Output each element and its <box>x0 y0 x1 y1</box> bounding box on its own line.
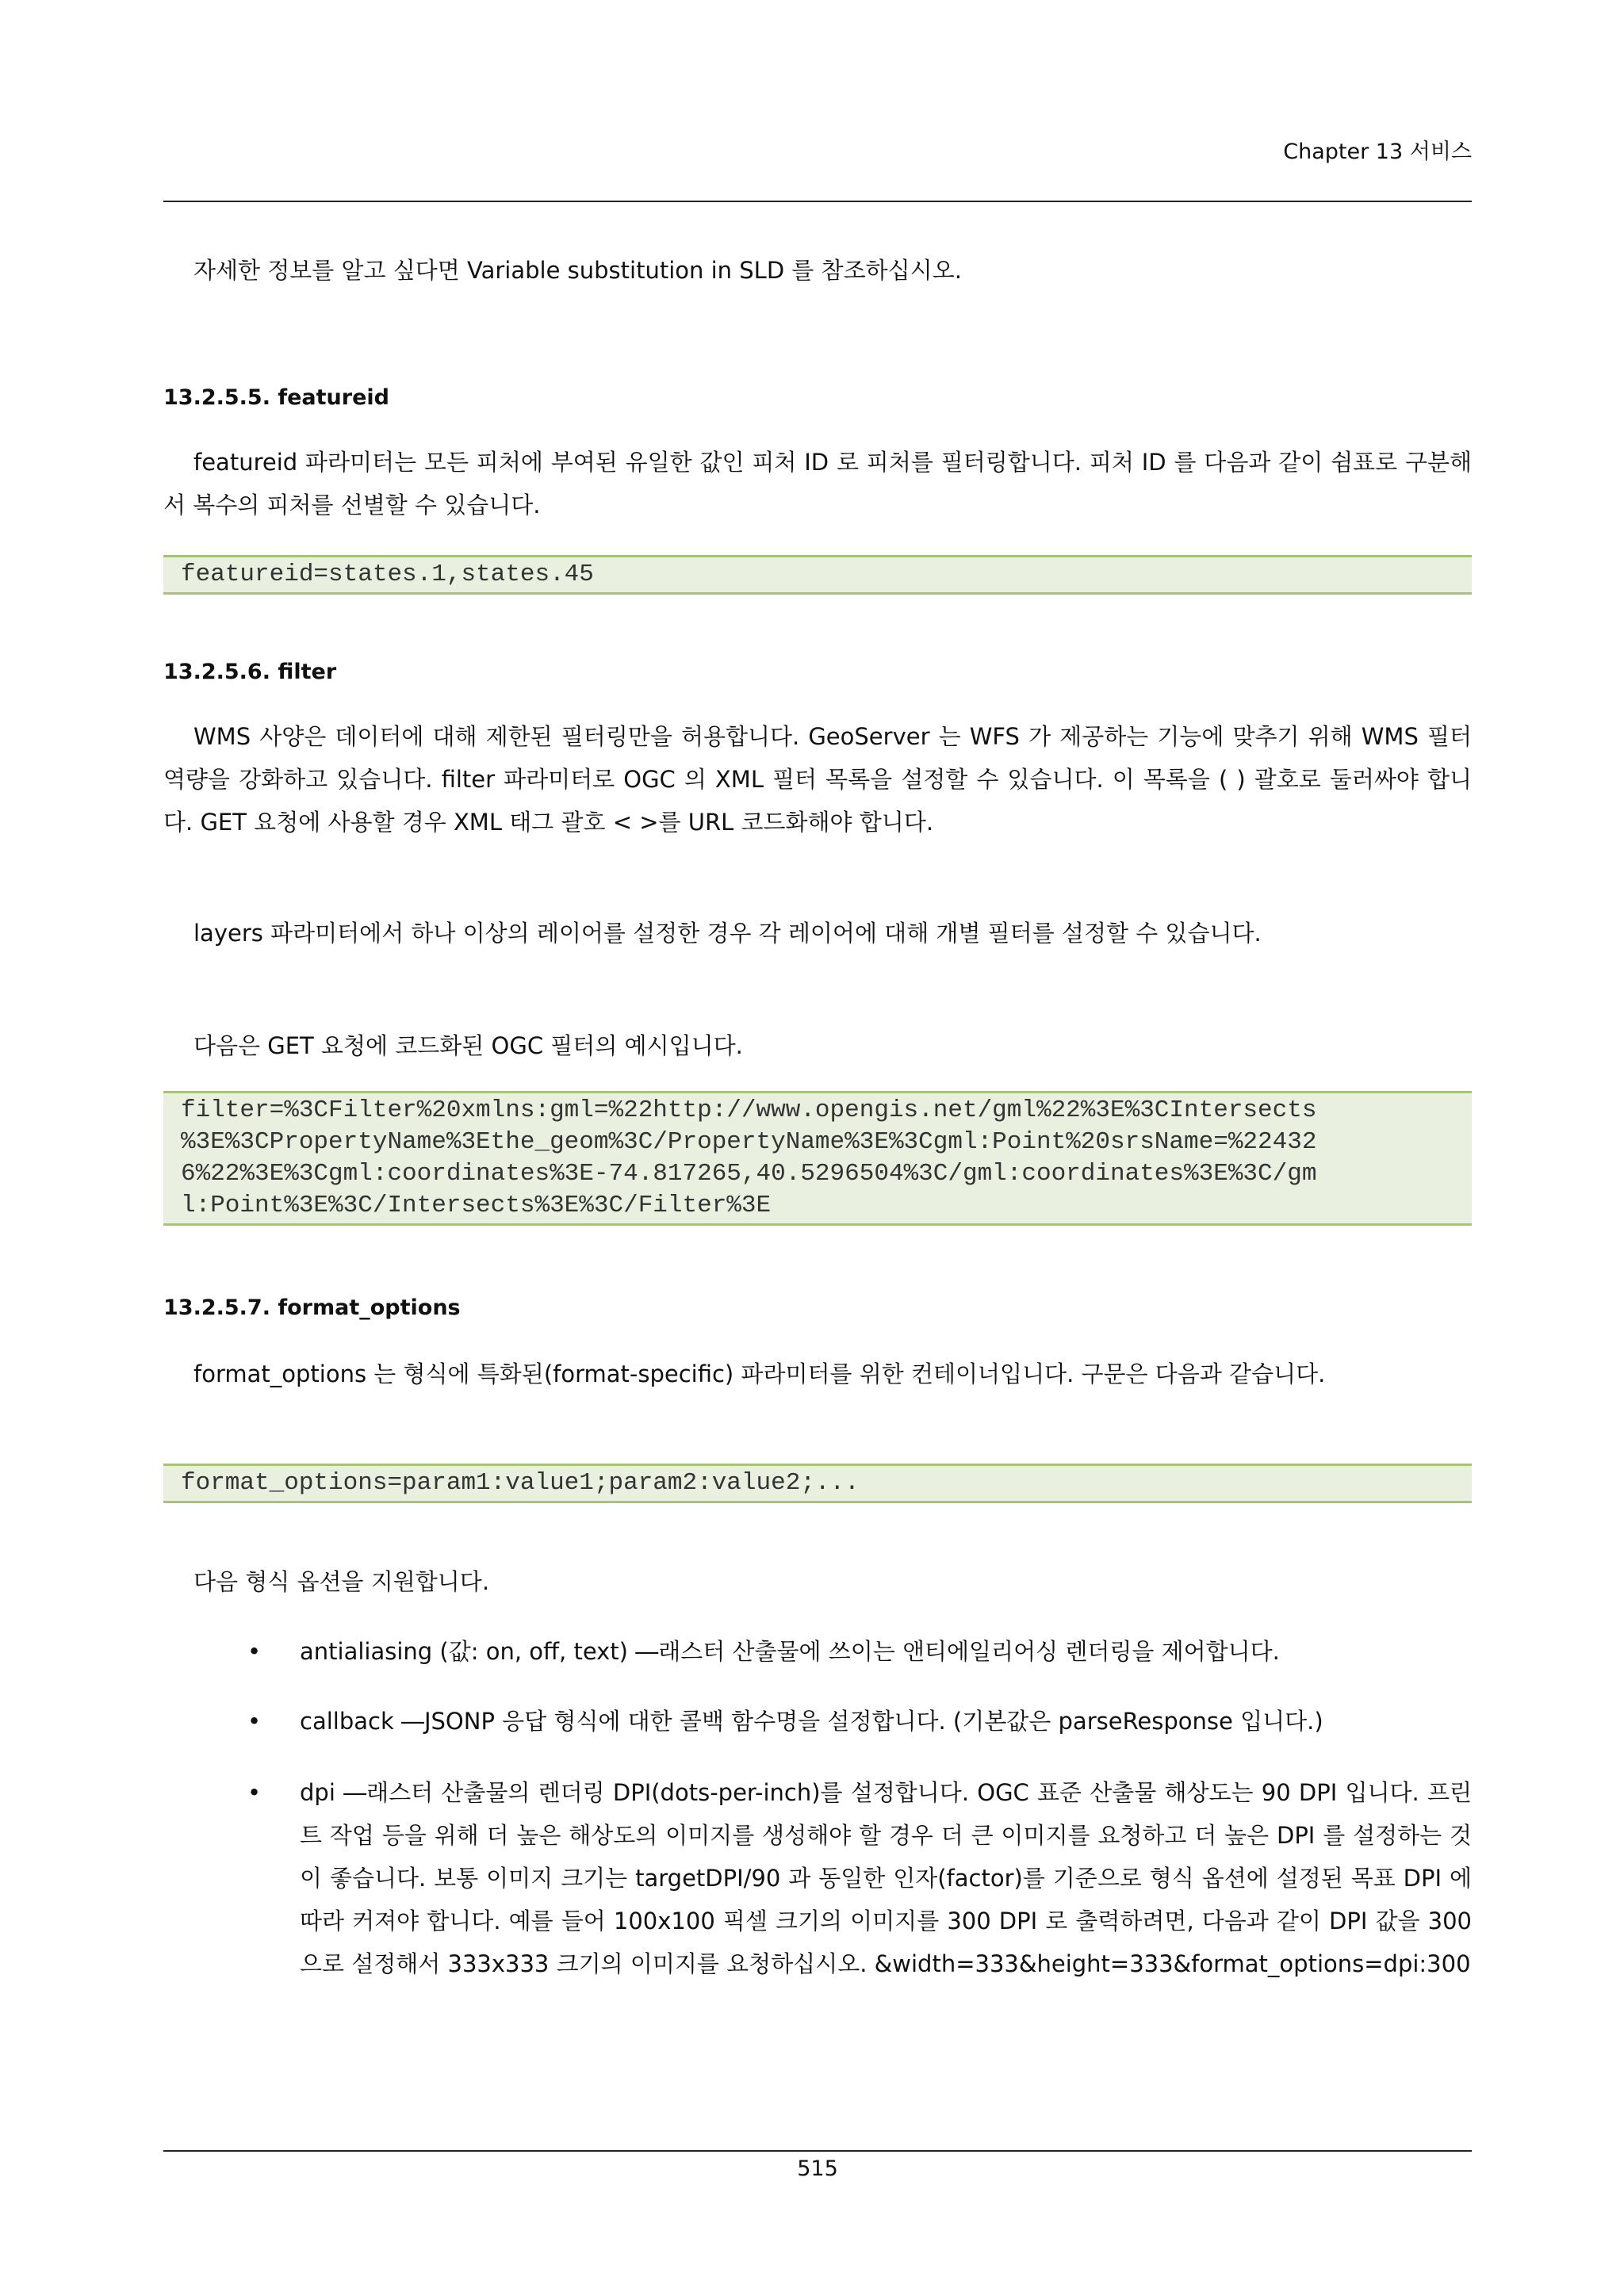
format-options-paragraph-2: 다음 형식 옵션을 지원합니다. <box>193 1568 490 1595</box>
document-page <box>163 0 1472 2296</box>
bullet-icon: • <box>247 1638 262 1665</box>
intro-paragraph: 자세한 정보를 알고 싶다면 Variable substitution in SLD 를 참조하십시오. <box>193 257 962 284</box>
list-item <box>247 1700 1472 1743</box>
list-item-text: dpi ―래스터 산출물의 렌더링 DPI(dots-per-inch)를 설정합니다. OGC 표준 산출물 해상도는 90 DPI 입니다. 프린트 작업 등을 위해 더 높은 해상도의 이미지를 생성해야 할 경우 더 큰 이미지를 요청하고 더 높은 DPI 를 설정하는 것이 좋습니다. 보통 이미지 크기는 targetDPI/90 과 동일한 인자(factor)를 기준으로 형식 옵션에 설정된 목표 DPI 에 따라 커져야 합니다. 예를 들어 100x100 픽셀 크기의 이미지를 300 DPI 로 출력하려면, 다음과 같이 DPI 값을 300 으로 설정해서 333x333 크기의 이미지를 요청하십시오. &width=333&height=333&format_options=dpi:300 <box>300 1779 1472 1977</box>
page-number: 515 <box>797 2156 838 2181</box>
format-options-paragraph-1: format_options 는 형식에 특화된(format-specific) 파라미터를 위한 컨테이너입니다. 구문은 다음과 같습니다. <box>193 1360 1326 1387</box>
format-options-code-block: format_options=param1:value1;param2:value2;... <box>163 1464 1472 1503</box>
running-header: Chapter 13 서비스 <box>1283 140 1472 164</box>
featureid-code-block: featureid=states.1,states.45 <box>163 555 1472 595</box>
filter-code-block: filter=%3CFilter%20xmlns:gml=%22http://www.opengis.net/gml%22%3E%3CIntersects %3E%3CPropertyName%3Ethe_geom%3C/PropertyName%3E%3Cgml:Point%20srsName=%22432 6%22%3E%3Cgml:coordinates%3E-74.817265,40.5296504%3C/gml:coordinates%3E%3C/gm l:Point%3E%3C/Intersects%3E%3C/Filter%3E <box>163 1091 1472 1226</box>
list-item <box>247 1630 1472 1673</box>
filter-paragraph-3: 다음은 GET 요청에 코드화된 OGC 필터의 예시입니다. <box>193 1032 743 1059</box>
list-item-text: antialiasing (값: on, off, text) ―래스터 산출물에 쓰이는 앤티에일리어싱 렌더링을 제어합니다. <box>300 1638 1280 1665</box>
list-item-text: callback ―JSONP 응답 형식에 대한 콜백 함수명을 설정합니다. (기본값은 parseResponse 입니다.) <box>300 1708 1323 1735</box>
bullet-icon: • <box>247 1708 262 1735</box>
section-heading-format-options: 13.2.5.7. format_options <box>163 1295 461 1320</box>
filter-paragraph-2: layers 파라미터에서 하나 이상의 레이어를 설정한 경우 각 레이어에 대해 개별 필터를 설정할 수 있습니다. <box>193 920 1262 947</box>
bullet-icon: • <box>247 1779 262 1806</box>
footer-rule <box>163 2150 1472 2152</box>
filter-paragraph-1: WMS 사양은 데이터에 대해 제한된 필터링만을 허용합니다. GeoServer 는 WFS 가 제공하는 기능에 맞추기 위해 WMS 필터 역량을 강화하고 있습니다. filter 파라미터로 OGC 의 XML 필터 목록을 설정할 수 있습니다. 이 목록을 ( ) 괄호로 둘러싸야 합니다. GET 요청에 사용할 경우 XML 태그 괄호 < >를 URL 코드화해야 합니다. <box>163 723 1472 836</box>
header-rule <box>163 201 1472 202</box>
section-heading-filter: 13.2.5.6. filter <box>163 660 337 684</box>
list-item <box>247 1771 1472 1985</box>
section-heading-featureid: 13.2.5.5. featureid <box>163 385 389 410</box>
featureid-paragraph: featureid 파라미터는 모든 피처에 부여된 유일한 값인 피처 ID 로 피처를 필터링합니다. 피처 ID 를 다음과 같이 쉼표로 구분해서 복수의 피처를 선별할 수 있습니다. <box>163 449 1472 519</box>
